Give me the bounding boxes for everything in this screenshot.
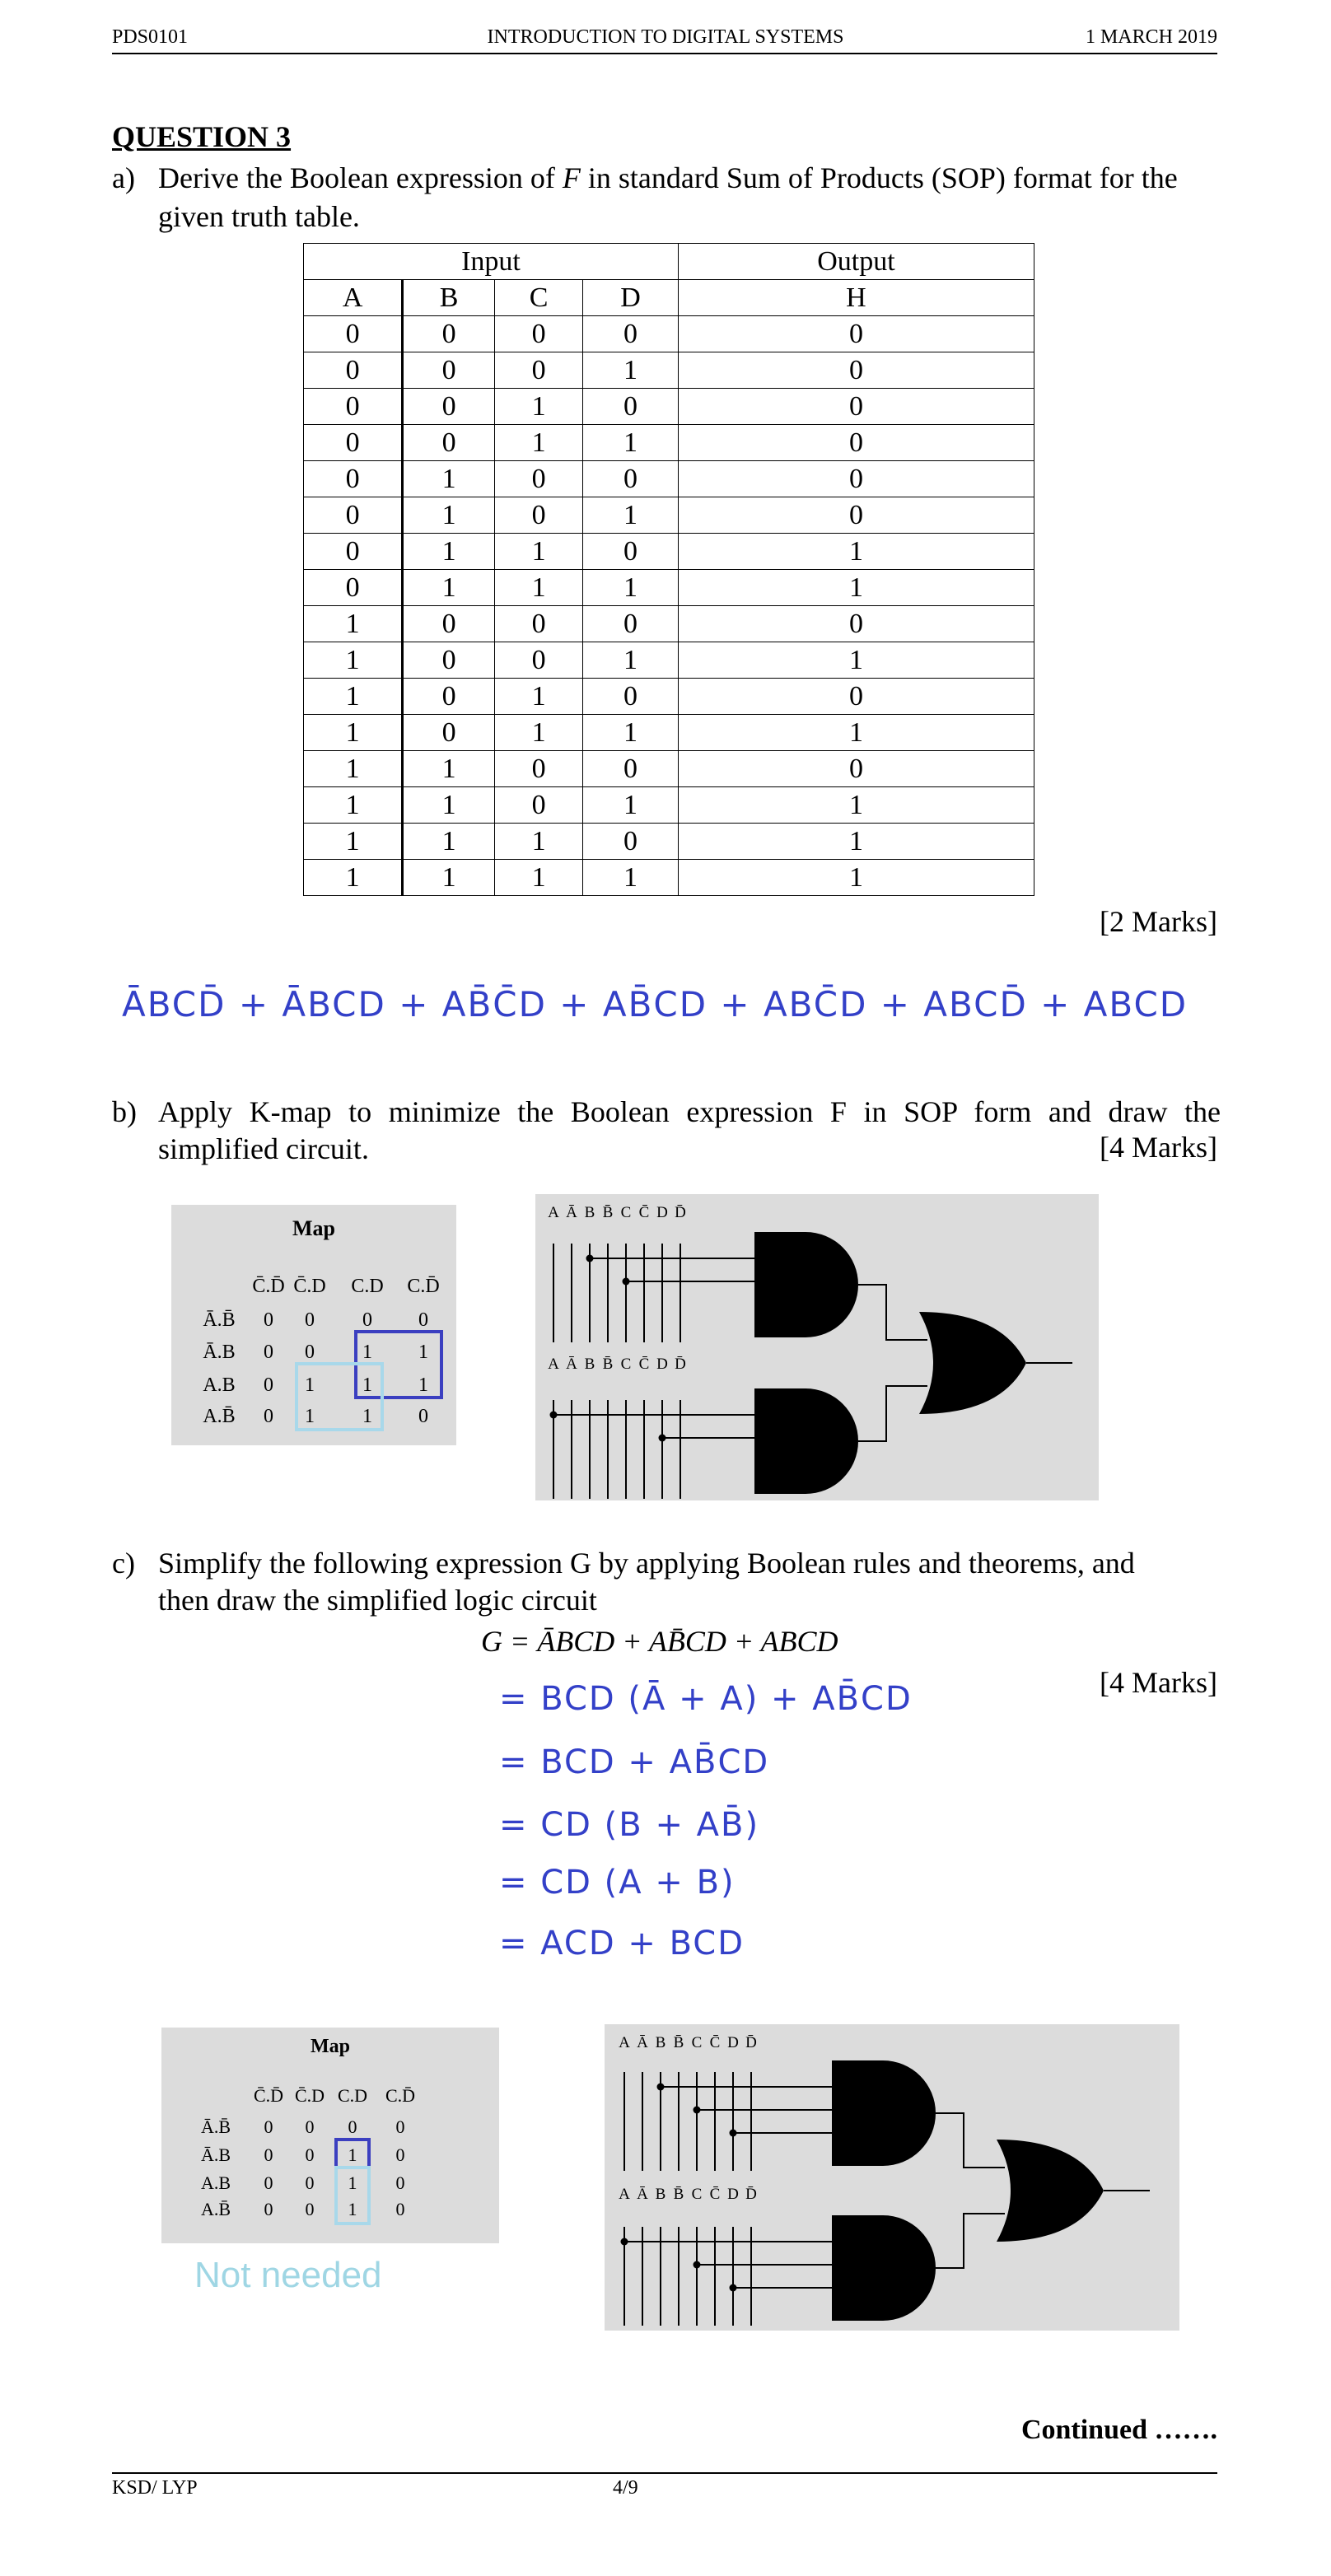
kmap-row-header: A.B bbox=[203, 1374, 236, 1396]
kmap-row-header: Ā.B̄ bbox=[200, 2116, 231, 2137]
truth-table bbox=[303, 243, 1034, 896]
input-label-7: D̄ bbox=[745, 2186, 757, 2203]
table-row bbox=[304, 352, 1034, 389]
input-label-6: D bbox=[656, 1356, 668, 1373]
input-label-5: C̄ bbox=[638, 1356, 650, 1373]
and-gate bbox=[832, 2215, 936, 2321]
kmap-cell: 1 bbox=[362, 1342, 372, 1363]
cell-r5-0: 0 bbox=[304, 497, 403, 534]
cell-r0-2: 0 bbox=[494, 316, 582, 352]
cell-r1-4: 0 bbox=[678, 352, 1034, 389]
header-course-title: INTRODUCTION TO DIGITAL SYSTEMS bbox=[487, 26, 844, 48]
cell-r2-3: 0 bbox=[583, 389, 679, 425]
kmap-b-panel bbox=[171, 1205, 456, 1445]
input-label-1: Ā bbox=[566, 1204, 577, 1221]
header-course-code: PDS0101 bbox=[112, 26, 189, 48]
kmap-cell: 0 bbox=[395, 2172, 405, 2193]
table-row bbox=[304, 679, 1034, 715]
kmap-row-header: A.B̄ bbox=[200, 2199, 231, 2219]
part-c-text-line1: Simplify the following expression G by applying Boolean rules and theorems, and bbox=[158, 1547, 1135, 1580]
cell-r5-3: 1 bbox=[583, 497, 679, 534]
part-c-text-line2: then draw the simplified logic circuit bbox=[158, 1584, 597, 1617]
table-row bbox=[304, 570, 1034, 606]
and-gate bbox=[754, 1232, 858, 1337]
input-label-3: B̄ bbox=[673, 2186, 684, 2203]
table-row bbox=[304, 497, 1034, 534]
kmap-cell: 1 bbox=[305, 1374, 315, 1396]
cell-r0-4: 0 bbox=[678, 316, 1034, 352]
kmap-c-panel bbox=[161, 2028, 499, 2243]
wire-junction bbox=[623, 1278, 630, 1286]
cell-r8-3: 0 bbox=[583, 606, 679, 642]
handwritten-step-1: = BCD (Ā + A) + AB̄CD bbox=[499, 1680, 913, 1718]
input-label-2: B bbox=[584, 1204, 595, 1221]
kmap-cell: 0 bbox=[305, 2144, 315, 2165]
kmap-b-grid bbox=[171, 1205, 456, 1445]
table-row bbox=[304, 715, 1034, 751]
part-c-expression: G = ĀBCD + AB̄CD + ABCD bbox=[481, 1625, 838, 1658]
input-label-6: D bbox=[727, 2034, 739, 2051]
input-group-header: Input bbox=[304, 244, 679, 280]
cell-r2-4: 0 bbox=[678, 389, 1034, 425]
table-row bbox=[304, 425, 1034, 461]
cell-r7-4: 1 bbox=[678, 570, 1034, 606]
cell-r2-1: 0 bbox=[403, 389, 495, 425]
part-c-marks: [4 Marks] bbox=[1100, 1666, 1217, 1699]
kmap-cell: 0 bbox=[395, 2116, 405, 2137]
kmap-b-title: Map bbox=[292, 1216, 335, 1240]
cell-r0-0: 0 bbox=[304, 316, 403, 352]
cell-r10-2: 1 bbox=[494, 679, 582, 715]
part-a-var: F bbox=[562, 161, 581, 194]
kmap-cell: 1 bbox=[348, 2144, 357, 2165]
continued-note: Continued ……. bbox=[1020, 2415, 1217, 2445]
and-gate bbox=[754, 1388, 858, 1494]
cell-r15-4: 1 bbox=[678, 860, 1034, 896]
cell-r14-1: 1 bbox=[403, 824, 495, 860]
part-a-marks: [2 Marks] bbox=[1100, 905, 1217, 938]
handwritten-step-3: = CD (B + AB̄) bbox=[499, 1806, 760, 1844]
cell-r2-0: 0 bbox=[304, 389, 403, 425]
kmap-cell: 0 bbox=[348, 2116, 357, 2137]
cell-r12-3: 0 bbox=[583, 751, 679, 787]
part-b-label: b) bbox=[112, 1095, 137, 1128]
kmap-cell: 0 bbox=[264, 1406, 273, 1427]
cell-r9-4: 1 bbox=[678, 642, 1034, 679]
kmap-cell: 0 bbox=[264, 2199, 273, 2219]
kmap-row-header: Ā.B bbox=[200, 2144, 231, 2165]
cell-r1-1: 0 bbox=[403, 352, 495, 389]
col-header-2: C bbox=[494, 280, 582, 316]
kmap-col-header: C̄.D bbox=[294, 2085, 325, 2106]
col-header-4: H bbox=[678, 280, 1034, 316]
cell-r10-1: 0 bbox=[403, 679, 495, 715]
cell-r4-0: 0 bbox=[304, 461, 403, 497]
cell-r9-2: 0 bbox=[494, 642, 582, 679]
cell-r11-2: 1 bbox=[494, 715, 582, 751]
cell-r11-1: 0 bbox=[403, 715, 495, 751]
part-a-text-post: in standard Sum of Products (SOP) format for the bbox=[580, 161, 1178, 194]
input-label-3: B̄ bbox=[602, 1204, 614, 1221]
cell-r12-1: 1 bbox=[403, 751, 495, 787]
circuit-b-panel bbox=[535, 1194, 1099, 1500]
cell-r12-2: 0 bbox=[494, 751, 582, 787]
table-row bbox=[304, 642, 1034, 679]
wire-junction bbox=[730, 2284, 737, 2292]
cell-r4-4: 0 bbox=[678, 461, 1034, 497]
kmap-row-header: Ā.B̄ bbox=[203, 1309, 236, 1331]
wire-junction bbox=[657, 2084, 665, 2091]
input-label-1: Ā bbox=[637, 2034, 648, 2051]
kmap-cell: 0 bbox=[264, 1342, 273, 1363]
kmap-cell: 0 bbox=[305, 1309, 315, 1331]
cell-r8-0: 1 bbox=[304, 606, 403, 642]
cell-r6-3: 0 bbox=[583, 534, 679, 570]
cell-r7-0: 0 bbox=[304, 570, 403, 606]
cell-r0-3: 0 bbox=[583, 316, 679, 352]
cell-r7-1: 1 bbox=[403, 570, 495, 606]
input-label-5: C̄ bbox=[709, 2186, 721, 2203]
cell-r10-0: 1 bbox=[304, 679, 403, 715]
kmap-cell: 1 bbox=[305, 1406, 315, 1427]
cell-r5-1: 1 bbox=[403, 497, 495, 534]
input-label-6: D bbox=[727, 2186, 739, 2203]
part-b-text-line2: simplified circuit. bbox=[158, 1132, 369, 1165]
kmap-cell: 0 bbox=[264, 2172, 273, 2193]
table-row bbox=[304, 751, 1034, 787]
wire-junction bbox=[694, 2107, 701, 2114]
input-label-4: C bbox=[691, 2034, 703, 2051]
circuit-c-panel bbox=[605, 2024, 1179, 2331]
cell-r6-0: 0 bbox=[304, 534, 403, 570]
cell-r14-3: 0 bbox=[583, 824, 679, 860]
footer-page: 4/9 bbox=[613, 2477, 638, 2499]
input-label-5: C̄ bbox=[709, 2034, 721, 2051]
cell-r1-2: 0 bbox=[494, 352, 582, 389]
handwritten-step-4: = CD (A + B) bbox=[499, 1864, 736, 1902]
cell-r2-2: 1 bbox=[494, 389, 582, 425]
cell-r8-4: 0 bbox=[678, 606, 1034, 642]
wire-junction bbox=[586, 1255, 594, 1262]
cell-r8-1: 0 bbox=[403, 606, 495, 642]
col-header-1: B bbox=[403, 280, 495, 316]
handwritten-step-5: = ACD + BCD bbox=[499, 1925, 745, 1962]
kmap-cell: 0 bbox=[362, 1309, 372, 1331]
part-b-text-line1: Apply K-map to minimize the Boolean expression F in SOP form and draw the bbox=[158, 1095, 1221, 1128]
kmap-cell: 0 bbox=[264, 1309, 273, 1331]
cell-r8-2: 0 bbox=[494, 606, 582, 642]
header-date: 1 MARCH 2019 bbox=[1085, 26, 1217, 48]
kmap-cell: 1 bbox=[348, 2199, 357, 2219]
footer-rule bbox=[112, 2472, 1217, 2474]
table-row bbox=[304, 316, 1034, 352]
or-gate bbox=[997, 2140, 1104, 2242]
kmap-col-header: C.D bbox=[337, 2085, 368, 2106]
col-header-0: A bbox=[304, 280, 403, 316]
cell-r11-3: 1 bbox=[583, 715, 679, 751]
kmap-col-header: C̄.D bbox=[293, 1276, 326, 1297]
table-row bbox=[304, 606, 1034, 642]
cell-r15-0: 1 bbox=[304, 860, 403, 896]
footer-author: KSD/ LYP bbox=[112, 2477, 198, 2499]
cell-r13-3: 1 bbox=[583, 787, 679, 824]
header-rule bbox=[112, 53, 1217, 54]
table-row bbox=[304, 461, 1034, 497]
handwritten-sop-answer: ĀBCD̄ + ĀBCD + AB̄C̄D + AB̄CD + ABC̄D + ABCD̄ + ABCD bbox=[122, 984, 1189, 1024]
input-label-1: Ā bbox=[566, 1356, 577, 1373]
kmap-col-header: C̄.D̄ bbox=[253, 2085, 284, 2106]
table-row bbox=[304, 860, 1034, 896]
input-label-0: A bbox=[619, 2034, 630, 2051]
cell-r7-2: 1 bbox=[494, 570, 582, 606]
table-row bbox=[304, 824, 1034, 860]
input-label-2: B bbox=[584, 1356, 595, 1373]
kmap-cell: 0 bbox=[305, 2116, 315, 2137]
cell-r5-2: 0 bbox=[494, 497, 582, 534]
input-label-5: C̄ bbox=[638, 1204, 650, 1221]
input-label-4: C bbox=[620, 1356, 632, 1373]
not-needed-note: Not needed bbox=[194, 2255, 382, 2295]
cell-r13-4: 1 bbox=[678, 787, 1034, 824]
cell-r14-0: 1 bbox=[304, 824, 403, 860]
input-label-3: B̄ bbox=[602, 1356, 614, 1373]
cell-r7-3: 1 bbox=[583, 570, 679, 606]
cell-r4-2: 0 bbox=[494, 461, 582, 497]
kmap-cell: 0 bbox=[264, 2116, 273, 2137]
kmap-cell: 0 bbox=[418, 1309, 428, 1331]
wire-junction bbox=[730, 2130, 737, 2137]
cell-r4-1: 1 bbox=[403, 461, 495, 497]
input-label-0: A bbox=[548, 1356, 559, 1373]
wire-junction bbox=[694, 2261, 701, 2269]
kmap-cell: 0 bbox=[305, 2199, 315, 2219]
cell-r15-1: 1 bbox=[403, 860, 495, 896]
input-label-7: D̄ bbox=[675, 1356, 686, 1373]
or-input-wire bbox=[936, 2113, 1005, 2168]
kmap-cell: 1 bbox=[418, 1342, 428, 1363]
cell-r0-1: 0 bbox=[403, 316, 495, 352]
circuit-c bbox=[605, 2024, 1179, 2331]
handwritten-step-2: = BCD + AB̄CD bbox=[499, 1743, 770, 1781]
kmap-col-header: C̄.D̄ bbox=[252, 1276, 285, 1297]
or-gate bbox=[919, 1312, 1026, 1414]
cell-r5-4: 0 bbox=[678, 497, 1034, 534]
kmap-c-title: Map bbox=[311, 2036, 350, 2057]
part-b-marks: [4 Marks] bbox=[1100, 1131, 1217, 1164]
kmap-row-header: A.B̄ bbox=[203, 1406, 236, 1427]
part-c-label: c) bbox=[112, 1547, 135, 1580]
and-gate bbox=[832, 2060, 936, 2166]
or-input-wire bbox=[936, 2214, 1005, 2268]
cell-r13-1: 1 bbox=[403, 787, 495, 824]
cell-r3-4: 0 bbox=[678, 425, 1034, 461]
cell-r3-2: 1 bbox=[494, 425, 582, 461]
input-label-7: D̄ bbox=[675, 1204, 686, 1221]
part-a-text-line2: given truth table. bbox=[158, 200, 360, 233]
kmap-cell: 1 bbox=[348, 2172, 357, 2193]
kmap-cell: 0 bbox=[305, 1342, 315, 1363]
kmap-cell: 0 bbox=[305, 2172, 315, 2193]
input-label-2: B bbox=[655, 2186, 666, 2203]
col-header-3: D bbox=[583, 280, 679, 316]
cell-r9-1: 0 bbox=[403, 642, 495, 679]
part-a-text bbox=[158, 159, 1221, 197]
input-label-7: D̄ bbox=[745, 2034, 757, 2051]
cell-r12-0: 1 bbox=[304, 751, 403, 787]
cell-r1-0: 0 bbox=[304, 352, 403, 389]
cell-r6-2: 1 bbox=[494, 534, 582, 570]
cell-r9-3: 1 bbox=[583, 642, 679, 679]
cell-r11-4: 1 bbox=[678, 715, 1034, 751]
cell-r3-3: 1 bbox=[583, 425, 679, 461]
input-label-6: D bbox=[656, 1204, 668, 1221]
cell-r12-4: 0 bbox=[678, 751, 1034, 787]
part-a-label: a) bbox=[112, 161, 135, 194]
or-input-wire bbox=[858, 1386, 927, 1441]
kmap-col-header: C.D̄ bbox=[407, 1276, 440, 1297]
part-a-text-pre: Derive the Boolean expression of bbox=[158, 161, 563, 194]
input-label-4: C bbox=[620, 1204, 632, 1221]
cell-r9-0: 1 bbox=[304, 642, 403, 679]
or-input-wire bbox=[858, 1285, 927, 1340]
kmap-row-header: Ā.B bbox=[203, 1342, 236, 1363]
cell-r13-0: 1 bbox=[304, 787, 403, 824]
cell-r6-4: 1 bbox=[678, 534, 1034, 570]
cell-r6-1: 1 bbox=[403, 534, 495, 570]
kmap-c-grid bbox=[161, 2028, 499, 2243]
kmap-cell: 1 bbox=[418, 1374, 428, 1396]
input-label-3: B̄ bbox=[673, 2034, 684, 2051]
kmap-cell: 0 bbox=[418, 1406, 428, 1427]
kmap-cell: 0 bbox=[264, 2144, 273, 2165]
cell-r3-0: 0 bbox=[304, 425, 403, 461]
kmap-col-header: C.D bbox=[351, 1276, 384, 1297]
input-label-0: A bbox=[548, 1204, 559, 1221]
cell-r13-2: 0 bbox=[494, 787, 582, 824]
cell-r14-2: 1 bbox=[494, 824, 582, 860]
circuit-b bbox=[535, 1194, 1099, 1500]
header-row bbox=[304, 280, 1034, 316]
input-label-0: A bbox=[619, 2186, 630, 2203]
wire-junction bbox=[621, 2238, 628, 2246]
table-row bbox=[304, 389, 1034, 425]
table-row bbox=[304, 787, 1034, 824]
cell-r15-3: 1 bbox=[583, 860, 679, 896]
kmap-col-header: C.D̄ bbox=[385, 2085, 416, 2106]
cell-r15-2: 1 bbox=[494, 860, 582, 896]
cell-r11-0: 1 bbox=[304, 715, 403, 751]
output-group-header: Output bbox=[678, 244, 1034, 280]
input-label-1: Ā bbox=[637, 2186, 648, 2203]
kmap-cell: 1 bbox=[362, 1406, 372, 1427]
question-title: QUESTION 3 bbox=[112, 120, 292, 153]
input-label-2: B bbox=[655, 2034, 666, 2051]
cell-r3-1: 0 bbox=[403, 425, 495, 461]
kmap-cell: 1 bbox=[362, 1374, 372, 1396]
cell-r1-3: 1 bbox=[583, 352, 679, 389]
cell-r4-3: 0 bbox=[583, 461, 679, 497]
kmap-row-header: A.B bbox=[200, 2172, 231, 2193]
kmap-cell: 0 bbox=[395, 2144, 405, 2165]
wire-junction bbox=[659, 1435, 666, 1442]
kmap-cell: 0 bbox=[395, 2199, 405, 2219]
input-label-4: C bbox=[691, 2186, 703, 2203]
cell-r10-3: 0 bbox=[583, 679, 679, 715]
wire-junction bbox=[550, 1412, 558, 1419]
cell-r14-4: 1 bbox=[678, 824, 1034, 860]
kmap-cell: 0 bbox=[264, 1374, 273, 1396]
cell-r10-4: 0 bbox=[678, 679, 1034, 715]
table-row bbox=[304, 534, 1034, 570]
